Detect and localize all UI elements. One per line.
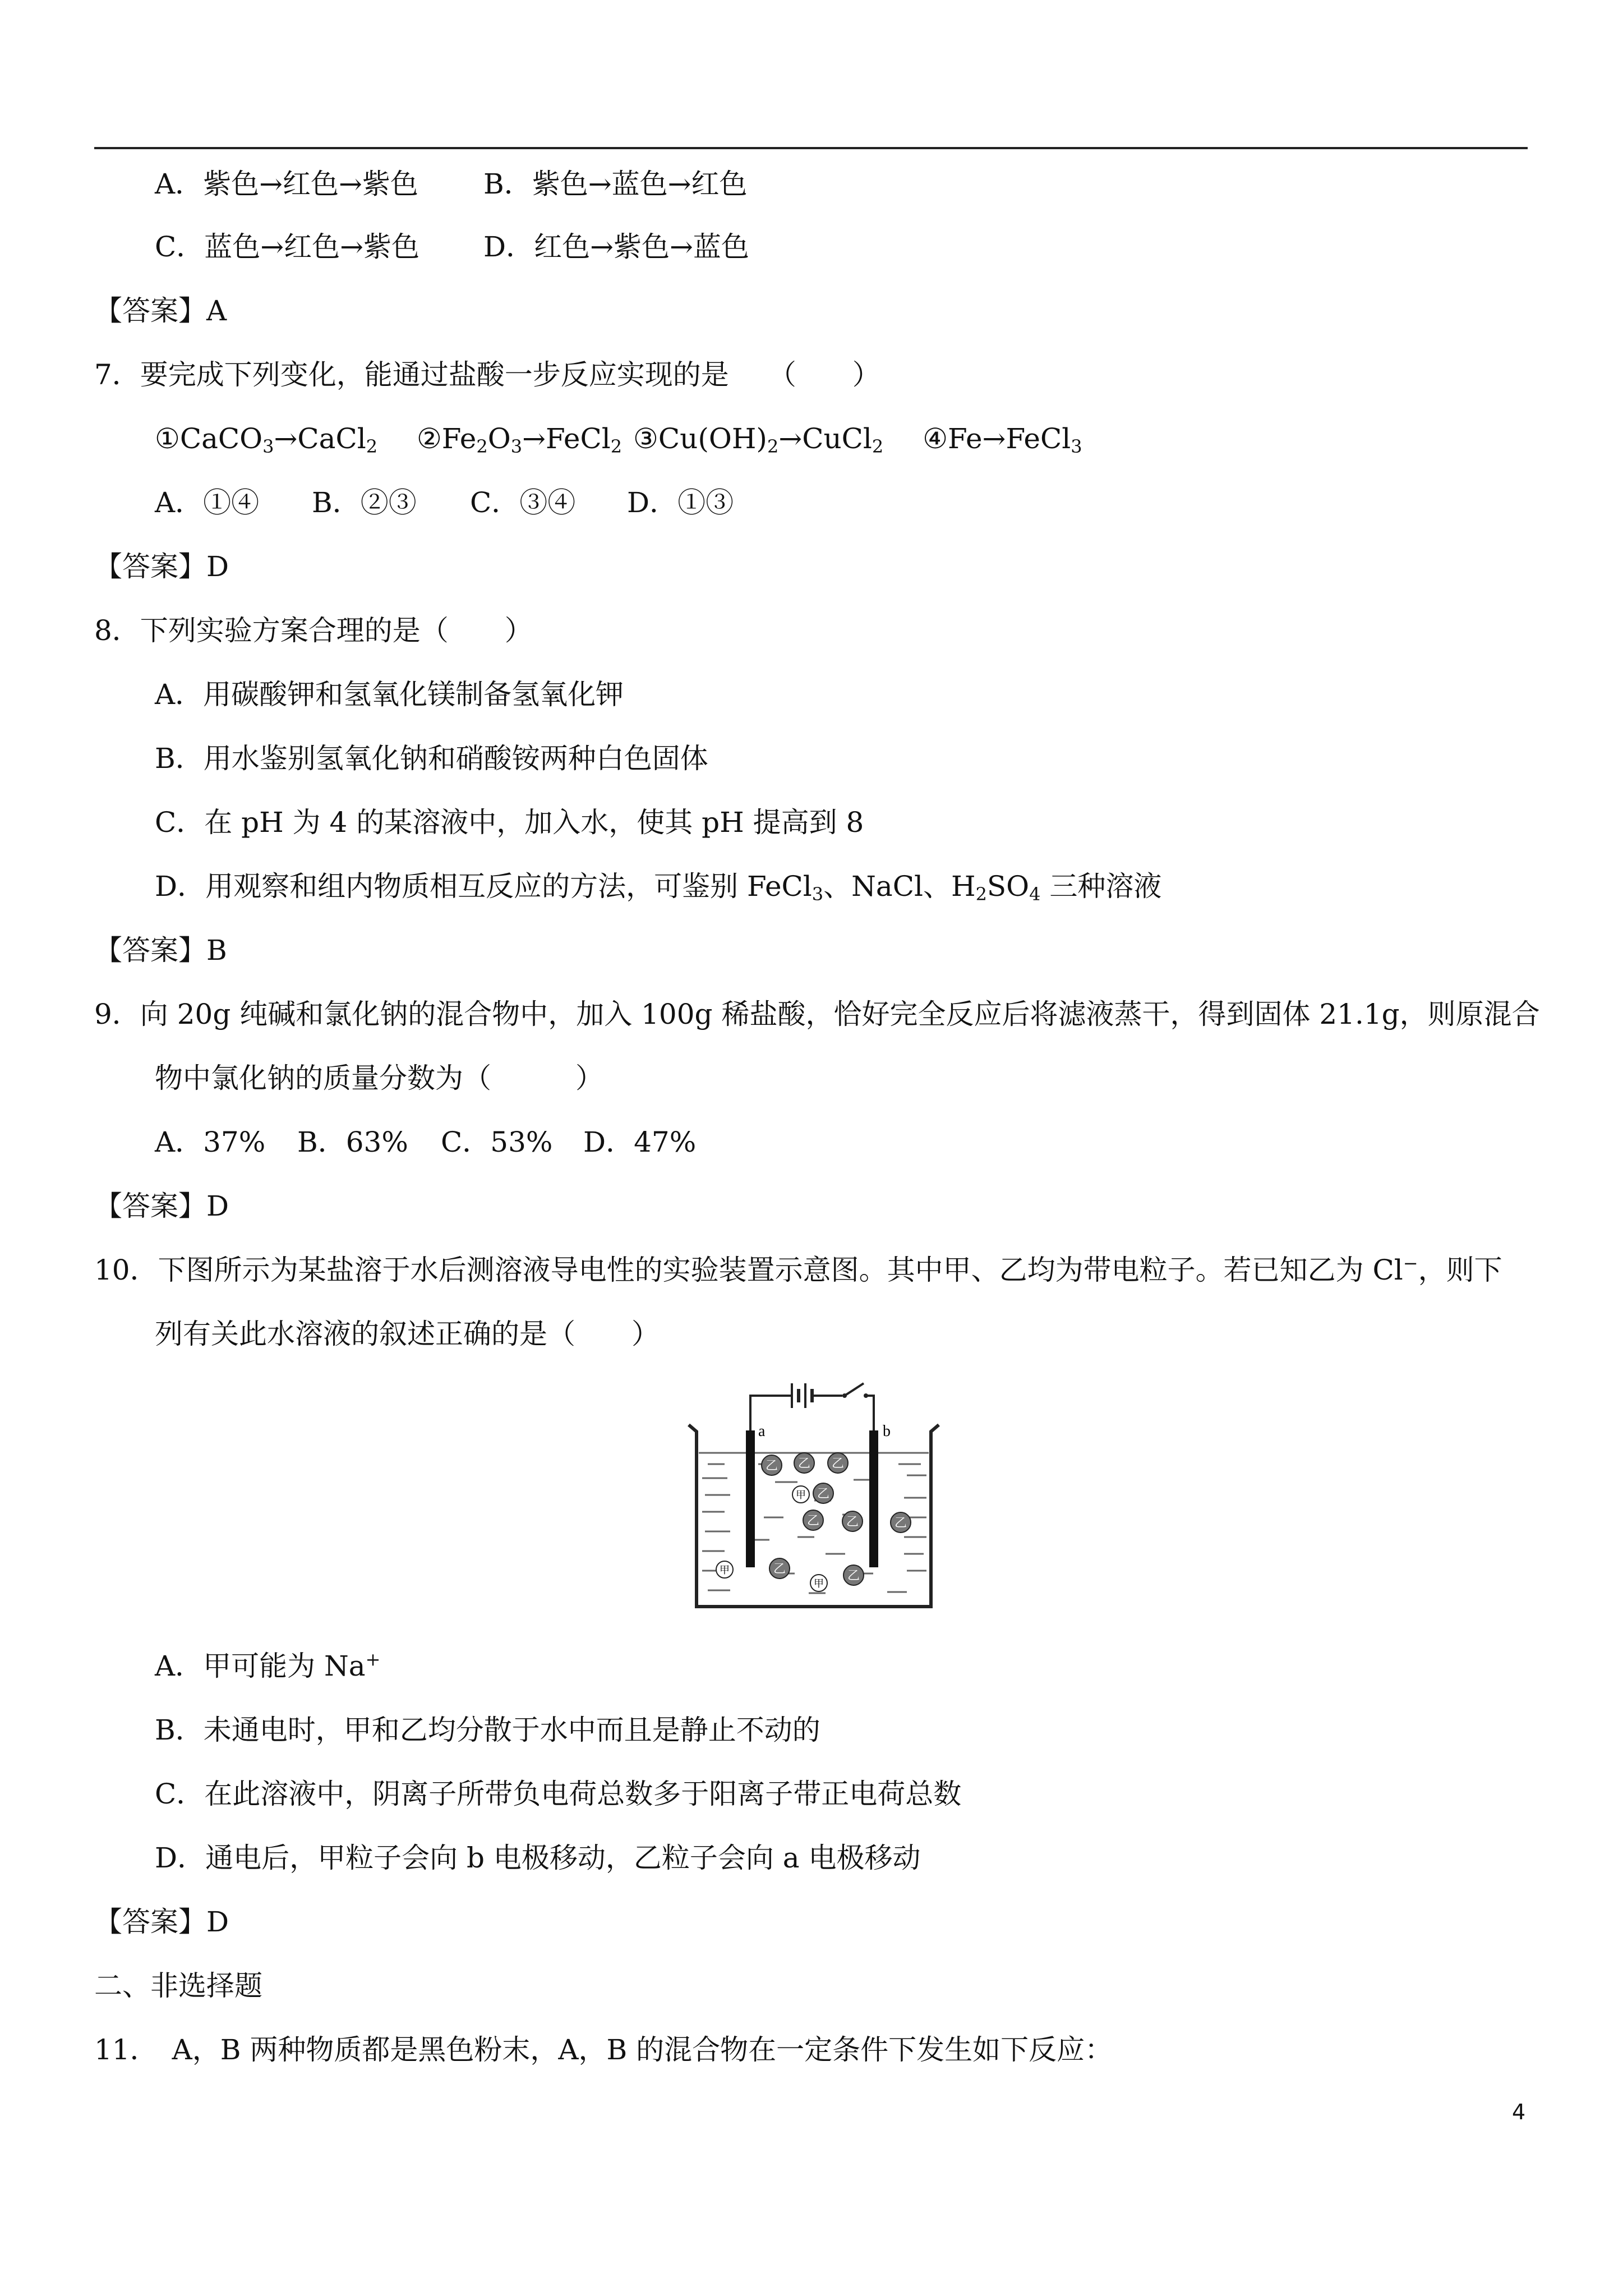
q7-option-b: B．②③ <box>312 486 417 519</box>
q11-stem: 11． A，B 两种物质都是黑色粉末，A，B 的混合物在一定条件下发生如下反应： <box>94 2033 1113 2066</box>
electrode-b-label: b <box>883 1423 891 1440</box>
q9-option-a: A．37% <box>155 1126 266 1158</box>
svg-text:甲: 甲 <box>796 1489 806 1501</box>
q7-reaction-1: ①CaCO$_3$→CaCl$_2$ <box>155 422 378 457</box>
q7-reaction-2: $②Fe_2O_3\to FeCl_2$ <box>416 422 623 457</box>
q9-option-b: B．63% <box>297 1126 408 1158</box>
q10-option-d: D．通电后，甲粒子会向 b 电极移动，乙粒子会向 a 电极移动 <box>155 1842 921 1874</box>
q8-option-d: D．用观察和组内物质相互反应的方法，可鉴别 FeCl$_3$、NaCl、$H_2SO_4$ 三种溶液 <box>155 870 1162 905</box>
q6-option-a: A．紫色→红色→紫色 <box>155 168 418 200</box>
q10-option-c: C．在此溶液中，阴离子所带负电荷总数多于阳离子带正电荷总数 <box>155 1778 962 1810</box>
q7-option-d: D．①③ <box>627 486 734 519</box>
q6-answer: 【答案】A <box>94 295 227 327</box>
q7-option-c: C．③④ <box>470 486 576 519</box>
q8-option-c: C．在 pH 为 4 的某溶液中，加入水，使其 pH 提高到 8 <box>155 806 864 839</box>
svg-text:乙: 乙 <box>847 1569 860 1583</box>
q9-option-d: D．47% <box>583 1126 697 1158</box>
particles-yi <box>762 1453 911 1585</box>
q9-stem-line2: 物中氯化钠的质量分数为（ ） <box>155 1062 603 1094</box>
q9-answer: 【答案】D <box>94 1190 229 1222</box>
q7-stem <box>94 357 880 393</box>
electrode-b <box>869 1430 878 1567</box>
q10-stem-line1: 10．下图所示为某盐溶于水后测溶液导电性的实验装置示意图。其中甲、乙均为带电粒子。若已知乙为 Cl−，则下 <box>94 1253 1502 1286</box>
q7-stem-text: 7．要完成下列变化，能通过盐酸一步反应实现的是 <box>94 358 729 391</box>
electrolysis-apparatus-figure <box>685 1380 942 1612</box>
svg-text:乙: 乙 <box>806 1514 820 1528</box>
svg-text:乙: 乙 <box>765 1459 778 1473</box>
q7-paren: （ ） <box>768 358 880 391</box>
svg-text:甲: 甲 <box>814 1578 824 1590</box>
svg-text:乙: 乙 <box>817 1487 830 1501</box>
svg-text:乙: 乙 <box>773 1562 786 1576</box>
q8-stem: 8．下列实验方案合理的是（ ） <box>94 614 533 647</box>
q7-reaction-3: $③Cu(OH)_2\to CuCl_2$ <box>633 422 884 457</box>
q9-option-c: C．53% <box>441 1126 553 1158</box>
q7-reactions <box>155 421 1082 457</box>
svg-text:甲: 甲 <box>720 1565 730 1576</box>
q10-option-b: B．未通电时，甲和乙均分散于水中而且是静止不动的 <box>155 1714 820 1746</box>
q9-stem-line1: 9．向 20g 纯碱和氯化钠的混合物中，加入 100g 稀盐酸，恰好完全反应后将滤液蒸干，得到固体 21.1g，则原混合 <box>94 998 1540 1030</box>
wire-left <box>750 1396 785 1430</box>
svg-text:乙: 乙 <box>894 1516 907 1530</box>
page-number: 4 <box>1512 2100 1526 2124</box>
electrode-a <box>746 1430 755 1567</box>
q6-option-c: C．蓝色→红色→紫色 <box>155 231 420 263</box>
svg-text:乙: 乙 <box>846 1515 859 1529</box>
q10-option-a: A．甲可能为 Na+ <box>155 1649 381 1682</box>
svg-text:乙: 乙 <box>797 1457 811 1471</box>
q10-answer: 【答案】D <box>94 1906 229 1938</box>
section-2-title: 二、非选择题 <box>94 1970 262 2002</box>
q10-stem-line2: 列有关此水溶液的叙述正确的是（ ） <box>155 1318 660 1350</box>
q8-answer: 【答案】B <box>94 934 227 967</box>
q7-reaction-4: ④Fe→FeCl$_3$ <box>923 422 1082 457</box>
header-rule <box>94 147 1528 149</box>
svg-text:乙: 乙 <box>831 1457 845 1471</box>
wire-right <box>868 1396 874 1430</box>
q7-answer: 【答案】D <box>94 550 229 583</box>
electrode-a-label: a <box>758 1423 766 1440</box>
q7-option-a: A．①④ <box>155 486 260 519</box>
q6-option-d: D．红色→紫色→蓝色 <box>483 231 749 263</box>
q8-option-a: A．用碳酸钾和氢氧化镁制备氢氧化钾 <box>155 678 624 711</box>
q6-option-b: B．紫色→蓝色→红色 <box>483 168 748 200</box>
q8-option-b: B．用水鉴别氢氧化钠和硝酸铵两种白色固体 <box>155 742 708 775</box>
